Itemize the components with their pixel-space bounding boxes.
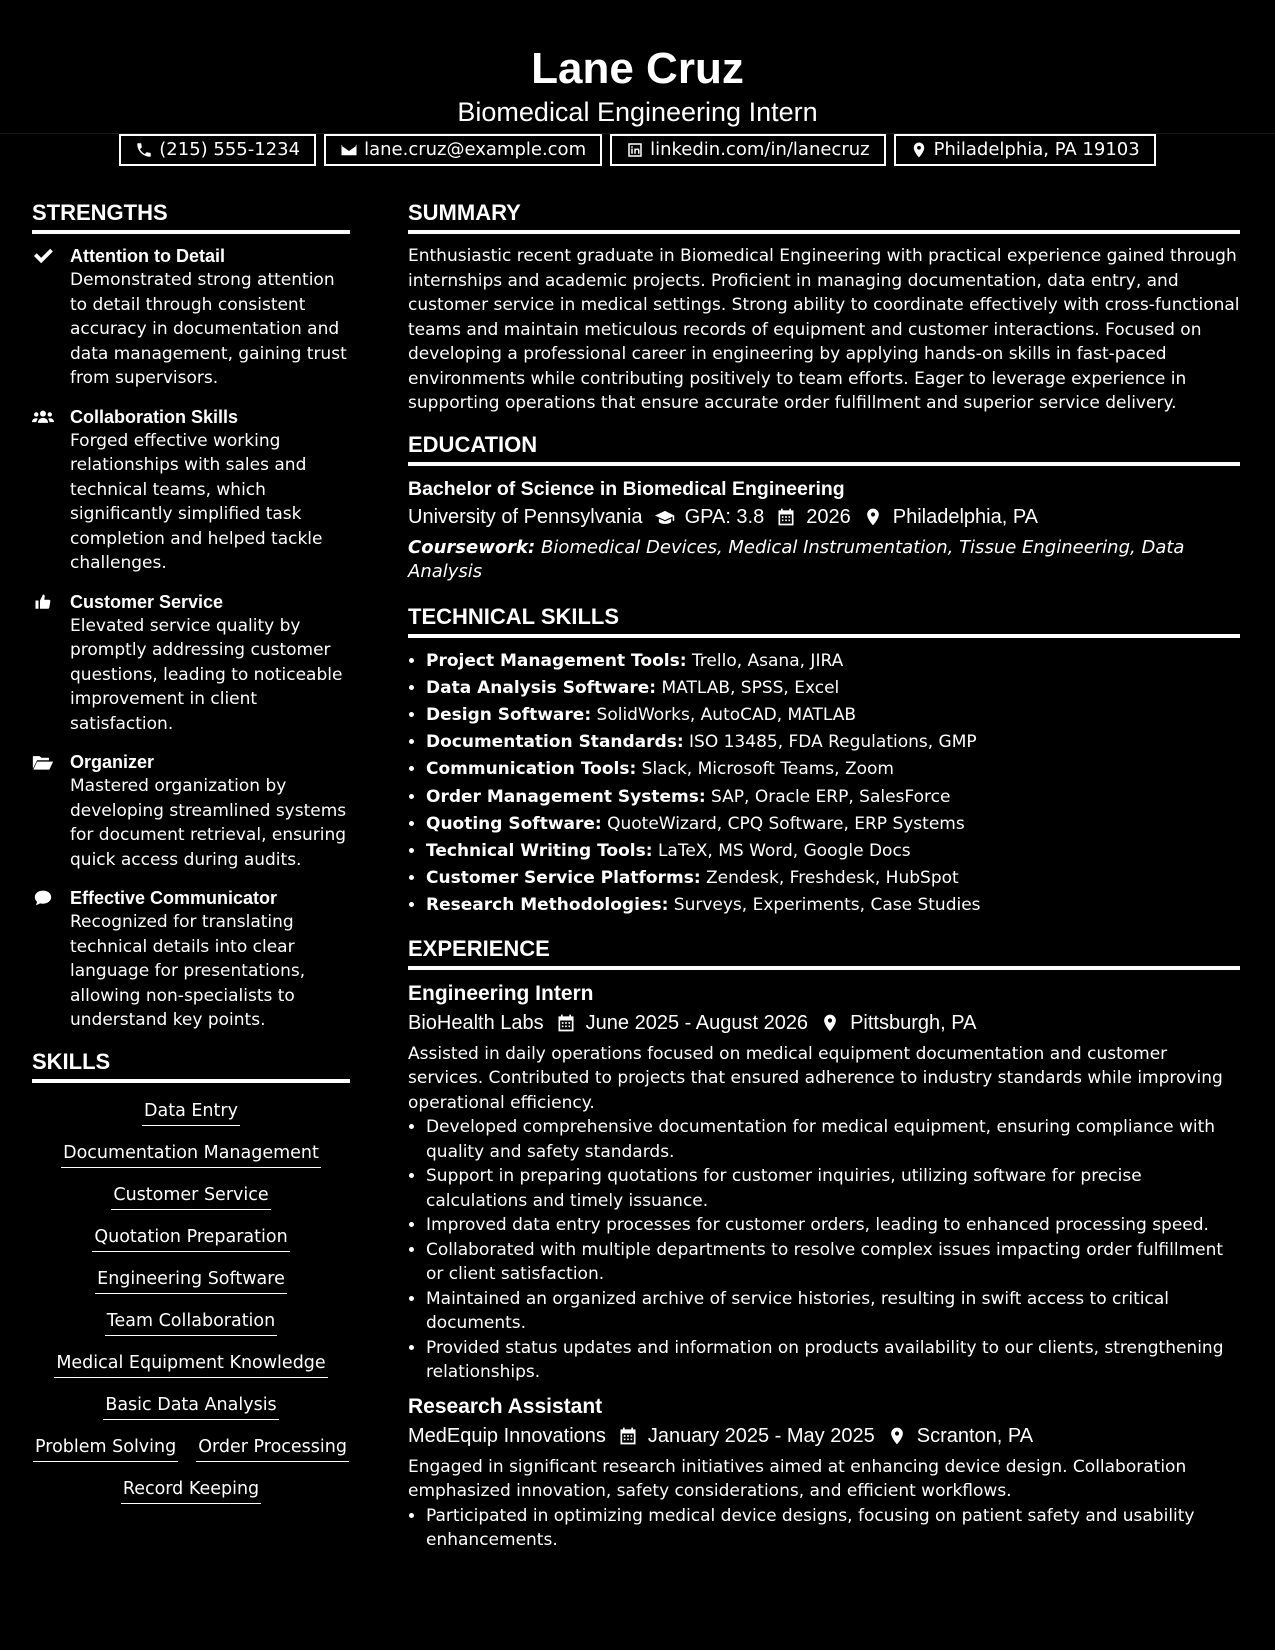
contact-location[interactable] xyxy=(894,134,1156,166)
resume-header xyxy=(0,0,1275,160)
skill-tag: Engineering Software xyxy=(95,1267,287,1294)
job-bullet: • Developed comprehensive documentation for medical equipment, ensuring compliance with quality and safety standards. xyxy=(426,1115,1240,1164)
job-bullet: • Collaborated with multiple departments to resolve complex issues impacting order fulfillment or client satisfaction. xyxy=(426,1238,1240,1287)
strengths-heading: STRENGTHS xyxy=(32,198,350,234)
right-column xyxy=(408,198,1240,1553)
job-meta xyxy=(408,1421,1240,1451)
strength-item xyxy=(32,590,350,737)
folder-open-icon xyxy=(32,753,54,771)
candidate-title: Biomedical Engineering Intern xyxy=(457,97,818,127)
tech-skill-item xyxy=(426,865,1240,892)
users-icon xyxy=(32,408,54,426)
company-name: BioHealth Labs xyxy=(408,1011,544,1034)
tech-skill-label: Project Management Tools: xyxy=(426,650,687,671)
coursework xyxy=(408,536,1240,584)
experience-heading: EXPERIENCE xyxy=(408,934,1240,970)
tech-skill-label: Research Methodologies: xyxy=(426,895,669,916)
contact-bar xyxy=(0,134,1275,166)
job-meta xyxy=(408,1008,1240,1038)
tech-skill-value: Zendesk, Freshdesk, HubSpot xyxy=(706,868,959,889)
tech-skill-value: SAP, Oracle ERP, SalesForce xyxy=(711,786,951,807)
degree-title: Bachelor of Science in Biomedical Engineering xyxy=(408,477,845,500)
tech-skill-item xyxy=(426,729,1240,756)
graduation-cap-icon xyxy=(655,507,675,527)
tech-skill-label: Quoting Software: xyxy=(426,813,602,834)
skill-tag: Customer Service xyxy=(111,1183,270,1210)
phone-number: (215) 555-1234 xyxy=(159,139,301,160)
map-marker-icon xyxy=(820,1013,840,1033)
technical-skills-list xyxy=(408,648,1240,920)
tech-skill-label: Technical Writing Tools: xyxy=(426,840,653,861)
strength-description: Elevated service quality by promptly addressing customer questions, leading to noticeable improvement in client satisfaction. xyxy=(70,615,343,734)
linkedin-icon xyxy=(626,141,644,159)
left-column xyxy=(32,198,350,1504)
summary-heading: SUMMARY xyxy=(408,198,1240,234)
tech-skill-label: Documentation Standards: xyxy=(426,732,684,753)
school-location: Philadelphia, PA xyxy=(892,505,1039,528)
strength-title: Collaboration Skills xyxy=(70,406,239,427)
job-location: Pittsburgh, PA xyxy=(850,1011,977,1034)
strength-description: Forged effective working relationships with sales and technical teams, which significantly simplified task completion and helped tackle challenges. xyxy=(70,430,323,573)
coursework-list: Biomedical Devices, Medical Instrumentation, Tissue Engineering, Data Analysis xyxy=(408,536,1185,582)
tech-skill-value: ISO 13485, FDA Regulations, GMP xyxy=(689,732,977,753)
envelope-icon xyxy=(340,141,358,159)
job-bullet: • Participated in optimizing medical device designs, focusing on patient safety and usability enhancements. xyxy=(426,1504,1240,1553)
job-title: Research Assistant xyxy=(408,1394,603,1418)
strength-item xyxy=(32,750,350,872)
job-dates: January 2025 - May 2025 xyxy=(647,1424,875,1447)
calendar-icon xyxy=(618,1426,638,1446)
strength-item xyxy=(32,244,350,391)
gpa: GPA: 3.8 xyxy=(684,505,765,528)
job-summary: Engaged in significant research initiatives aimed at enhancing device design. Collaboration emphasized innovation, safety considerations, and efficient workflows. xyxy=(408,1456,1187,1502)
skill-tag: Data Entry xyxy=(142,1099,240,1126)
strength-description: Recognized for translating technical details into clear language for presentations, allowing non-specialists to understand key points. xyxy=(70,912,306,1030)
job-bullet: • Provided status updates and information on products availability to our clients, strengthening relationships. xyxy=(426,1336,1240,1385)
technical-skills-heading: TECHNICAL SKILLS xyxy=(408,602,1240,638)
summary-text: Enthusiastic recent graduate in Biomedical Engineering with practical experience gained through internships and academic projects. Proficient in managing documentation, data entry, and customer service in medical settings. Strong ability to coordinate effectively with cross-functional teams and maintain meticulous records of equipment and customer interactions. Focused on developing a professional career in engineering by applying hands-on skills in fast-paced environments while contributing positively to team efforts. Eager to leverage experience in supporting operations that ensure accurate order fulfillment and superior service delivery. xyxy=(408,246,1240,413)
check-icon xyxy=(32,247,54,265)
job-bullet: • Improved data entry processes for customer orders, leading to enhanced processing speed. xyxy=(426,1213,1240,1238)
coursework-label: Coursework: xyxy=(408,536,536,558)
strength-description: Mastered organization by developing streamlined systems for document retrieval, ensuring quick access during audits. xyxy=(70,776,347,870)
tech-skill-value: MATLAB, SPSS, Excel xyxy=(661,677,840,698)
tech-skill-label: Customer Service Platforms: xyxy=(426,868,701,889)
map-marker-icon xyxy=(887,1426,907,1446)
tech-skill-value: QuoteWizard, CPQ Software, ERP Systems xyxy=(607,813,965,834)
tech-skill-label: Data Analysis Software: xyxy=(426,677,657,698)
skill-tag: Documentation Management xyxy=(61,1141,321,1168)
skill-tag: Basic Data Analysis xyxy=(103,1393,278,1420)
tech-skill-label: Order Management Systems: xyxy=(426,786,706,807)
tech-skill-item xyxy=(426,838,1240,865)
job-summary: Assisted in daily operations focused on medical equipment documentation and customer services. Contributed to projects that ensured adherence to industry standards while improving operational efficiency. xyxy=(408,1043,1223,1113)
strength-item xyxy=(32,886,350,1033)
tech-skill-item xyxy=(426,756,1240,783)
tech-skill-item xyxy=(426,648,1240,675)
thumbs-up-icon xyxy=(32,593,54,611)
skills-list xyxy=(32,1093,350,1504)
skill-tag: Medical Equipment Knowledge xyxy=(54,1351,327,1378)
job-location: Scranton, PA xyxy=(916,1424,1034,1447)
map-marker-icon xyxy=(863,507,883,527)
candidate-name: Lane Cruz xyxy=(531,44,744,93)
location-text: Philadelphia, PA 19103 xyxy=(933,139,1140,160)
strength-title: Organizer xyxy=(70,752,155,772)
tech-skill-value: SolidWorks, AutoCAD, MATLAB xyxy=(596,704,857,725)
skill-tag: Team Collaboration xyxy=(105,1309,277,1336)
job-bullets xyxy=(408,1115,1240,1385)
job-bullet: • Support in preparing quotations for customer inquiries, utilizing software for precise calculations and timely issuance. xyxy=(426,1164,1240,1213)
strength-title: Effective Communicator xyxy=(70,888,278,908)
skill-tag: Quotation Preparation xyxy=(92,1225,289,1252)
tech-skill-label: Design Software: xyxy=(426,704,592,725)
tech-skill-value: LaTeX, MS Word, Google Docs xyxy=(657,840,911,861)
job-dates: June 2025 - August 2026 xyxy=(585,1011,809,1034)
tech-skill-value: Slack, Microsoft Teams, Zoom xyxy=(641,759,894,780)
tech-skill-item xyxy=(426,892,1240,919)
company-name: MedEquip Innovations xyxy=(408,1424,606,1447)
tech-skill-item xyxy=(426,811,1240,838)
skill-tag: Problem Solving xyxy=(33,1435,178,1462)
job-title: Engineering Intern xyxy=(408,981,594,1005)
calendar-icon xyxy=(556,1013,576,1033)
skills-heading: SKILLS xyxy=(32,1047,350,1083)
tech-skill-item xyxy=(426,675,1240,702)
job-bullet: • Maintained an organized archive of service histories, resulting in swift access to critical documents. xyxy=(426,1287,1240,1336)
tech-skill-value: Trello, Asana, JIRA xyxy=(691,650,844,671)
map-marker-icon xyxy=(910,141,928,159)
tech-skill-item xyxy=(426,702,1240,729)
school-name: University of Pennsylvania xyxy=(408,505,643,528)
job-entry xyxy=(408,980,1240,1385)
strength-title: Attention to Detail xyxy=(70,246,225,266)
calendar-icon xyxy=(776,507,796,527)
education-heading: EDUCATION xyxy=(408,430,1240,466)
skill-tag: Record Keeping xyxy=(121,1477,261,1504)
comment-icon xyxy=(32,889,54,907)
education-meta xyxy=(408,502,1240,532)
skill-tag: Order Processing xyxy=(196,1435,349,1462)
contact-linkedin[interactable] xyxy=(610,134,885,166)
job-bullets xyxy=(408,1504,1240,1553)
tech-skill-label: Communication Tools: xyxy=(426,759,637,780)
graduation-year: 2026 xyxy=(806,505,851,528)
tech-skill-value: Surveys, Experiments, Case Studies xyxy=(673,895,981,916)
contact-phone[interactable] xyxy=(119,134,316,166)
tech-skill-item xyxy=(426,784,1240,811)
strength-description: Demonstrated strong attention to detail through consistent accuracy in documentation and data management, gaining trust from supervisors. xyxy=(70,270,347,388)
strength-title: Customer Service xyxy=(70,591,224,612)
email-address: lane.cruz@example.com xyxy=(364,139,587,160)
strength-item xyxy=(32,405,350,576)
linkedin-url: linkedin.com/in/lanecruz xyxy=(650,139,870,160)
job-entry xyxy=(408,1393,1240,1553)
phone-icon xyxy=(135,141,153,159)
contact-email[interactable] xyxy=(324,134,602,166)
